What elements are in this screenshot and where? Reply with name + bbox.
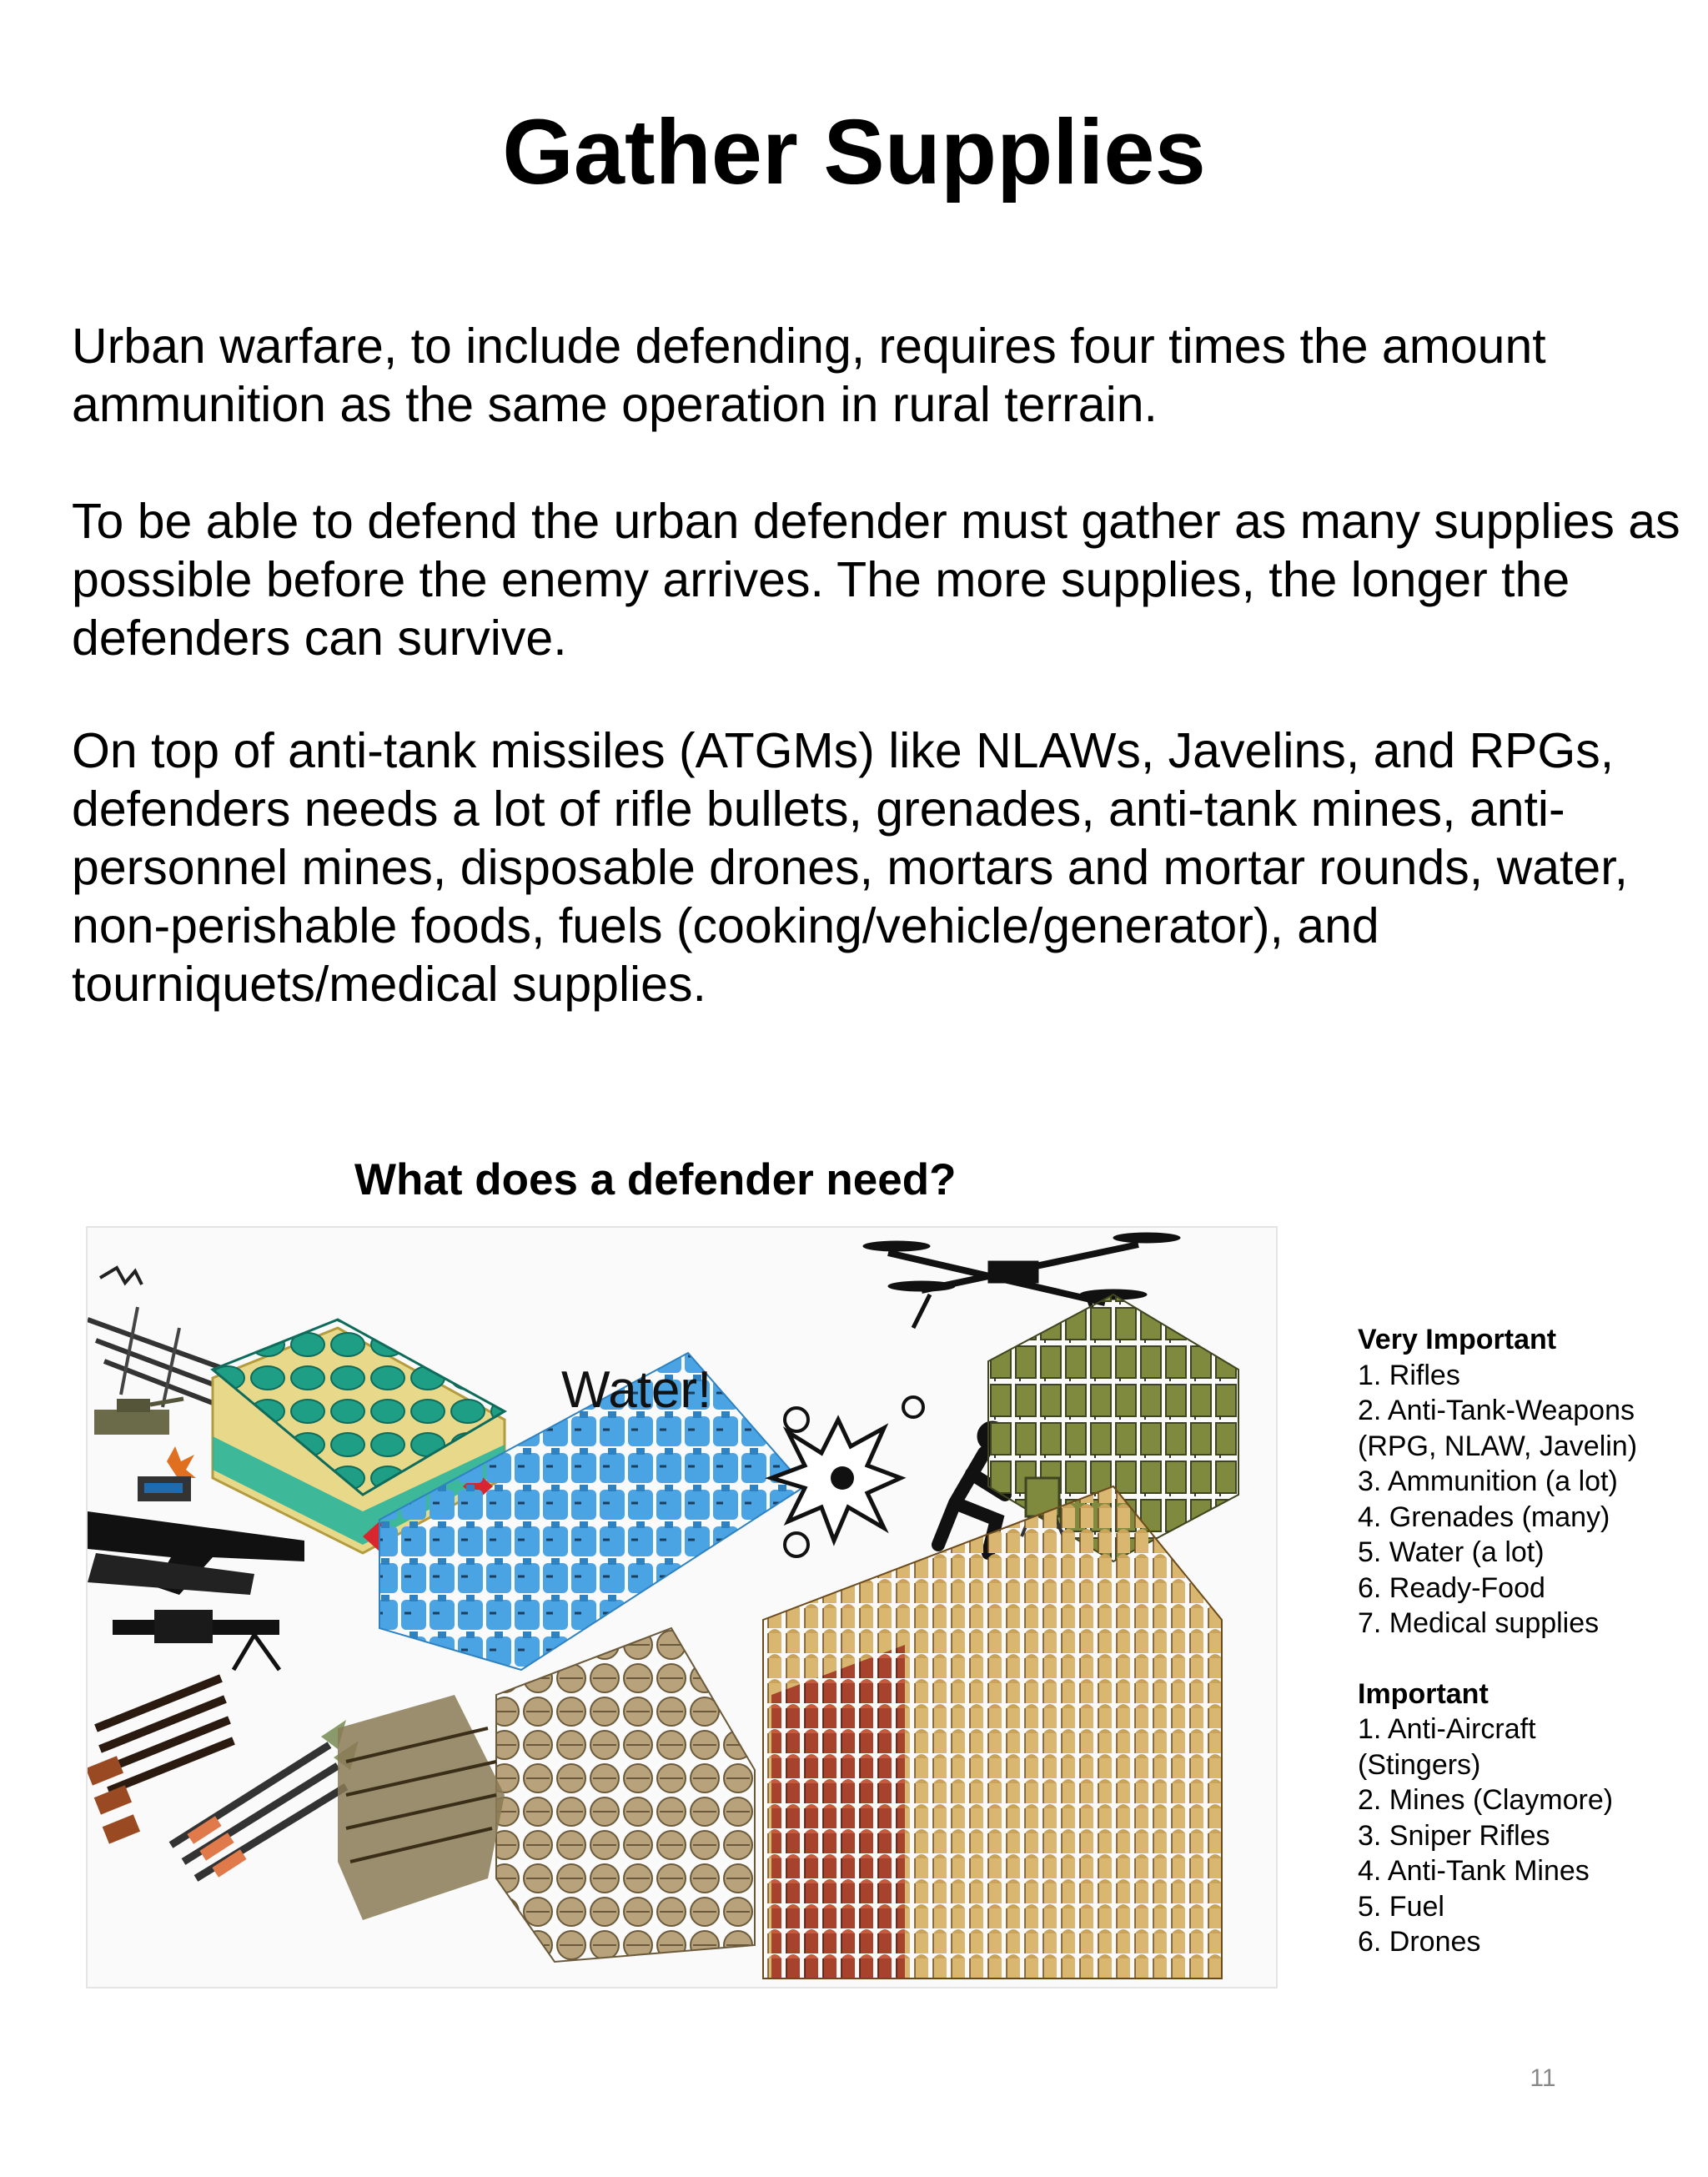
list-item: 6. Ready-Food	[1358, 1571, 1545, 1604]
list-item: 7. Medical supplies	[1358, 1607, 1600, 1639]
list-item: 3. Ammunition (a lot)	[1358, 1466, 1618, 1497]
paragraph-ammunition: Urban warfare, to include defending, requires four times the amount ammunition as the same operation in rural terrain.	[72, 319, 1546, 432]
list-item: 2. Anti-Tank-Weapons	[1358, 1395, 1635, 1426]
needs-list	[1358, 1322, 1691, 1960]
list-item: 3. Sniper Rifles	[1358, 1819, 1550, 1852]
important-heading: Important	[1358, 1677, 1489, 1710]
paragraph-gather-supplies: To be able to defend the urban defender must gather as many supplies as possible before the enemy arrives. The more supplies, the longer the defenders can survive.	[72, 494, 1680, 666]
page-number: 11	[1530, 2064, 1556, 2092]
list-item: 6. Drones	[1358, 1926, 1481, 1958]
explosion-icon	[771, 1397, 923, 1556]
list-spacer	[1358, 1642, 1691, 1677]
list-item: (RPG, NLAW, Javelin)	[1358, 1430, 1638, 1462]
list-item: 5. Fuel	[1358, 1890, 1444, 1923]
very-important-heading: Very Important	[1358, 1324, 1557, 1355]
list-item: (Stingers)	[1358, 1748, 1481, 1781]
tank-icon	[94, 1399, 183, 1435]
list-item: 1. Rifles	[1358, 1359, 1460, 1391]
explosive-icon	[138, 1446, 196, 1501]
list-item: 2. Mines (Claymore)	[1358, 1784, 1614, 1816]
list-item: 5. Water (a lot)	[1358, 1536, 1545, 1568]
bullet-icon	[763, 1486, 1222, 1978]
page-title: Gather Supplies	[502, 101, 1206, 204]
shell-icon	[496, 1628, 755, 1962]
machine-gun-icon	[113, 1610, 279, 1670]
rifle-icon	[88, 1511, 304, 1595]
supplies-illustration	[86, 1226, 1278, 1988]
paragraph-supply-list: On top of anti-tank missiles (ATGMs) like NLAWs, Javelins, and RPGs, defenders needs a lot of rifle bullets, grenades, anti-tank mines, anti-personnel mines, disposable drones, mortars and mortar rounds, water, non-perishable foods, fuels (cooking/vehicle/generator), and tourniquets/medical supplies.	[72, 723, 1628, 1012]
list-item: 4. Grenades (many)	[1358, 1501, 1610, 1533]
grenade-icon	[338, 1695, 505, 1920]
water-label: Water!	[561, 1361, 712, 1419]
figure-title: What does a defender need?	[354, 1155, 957, 1204]
list-item: 4. Anti-Tank Mines	[1358, 1855, 1590, 1887]
rocket-icon	[171, 1720, 359, 1878]
list-item: 1. Anti-Aircraft	[1358, 1713, 1536, 1745]
